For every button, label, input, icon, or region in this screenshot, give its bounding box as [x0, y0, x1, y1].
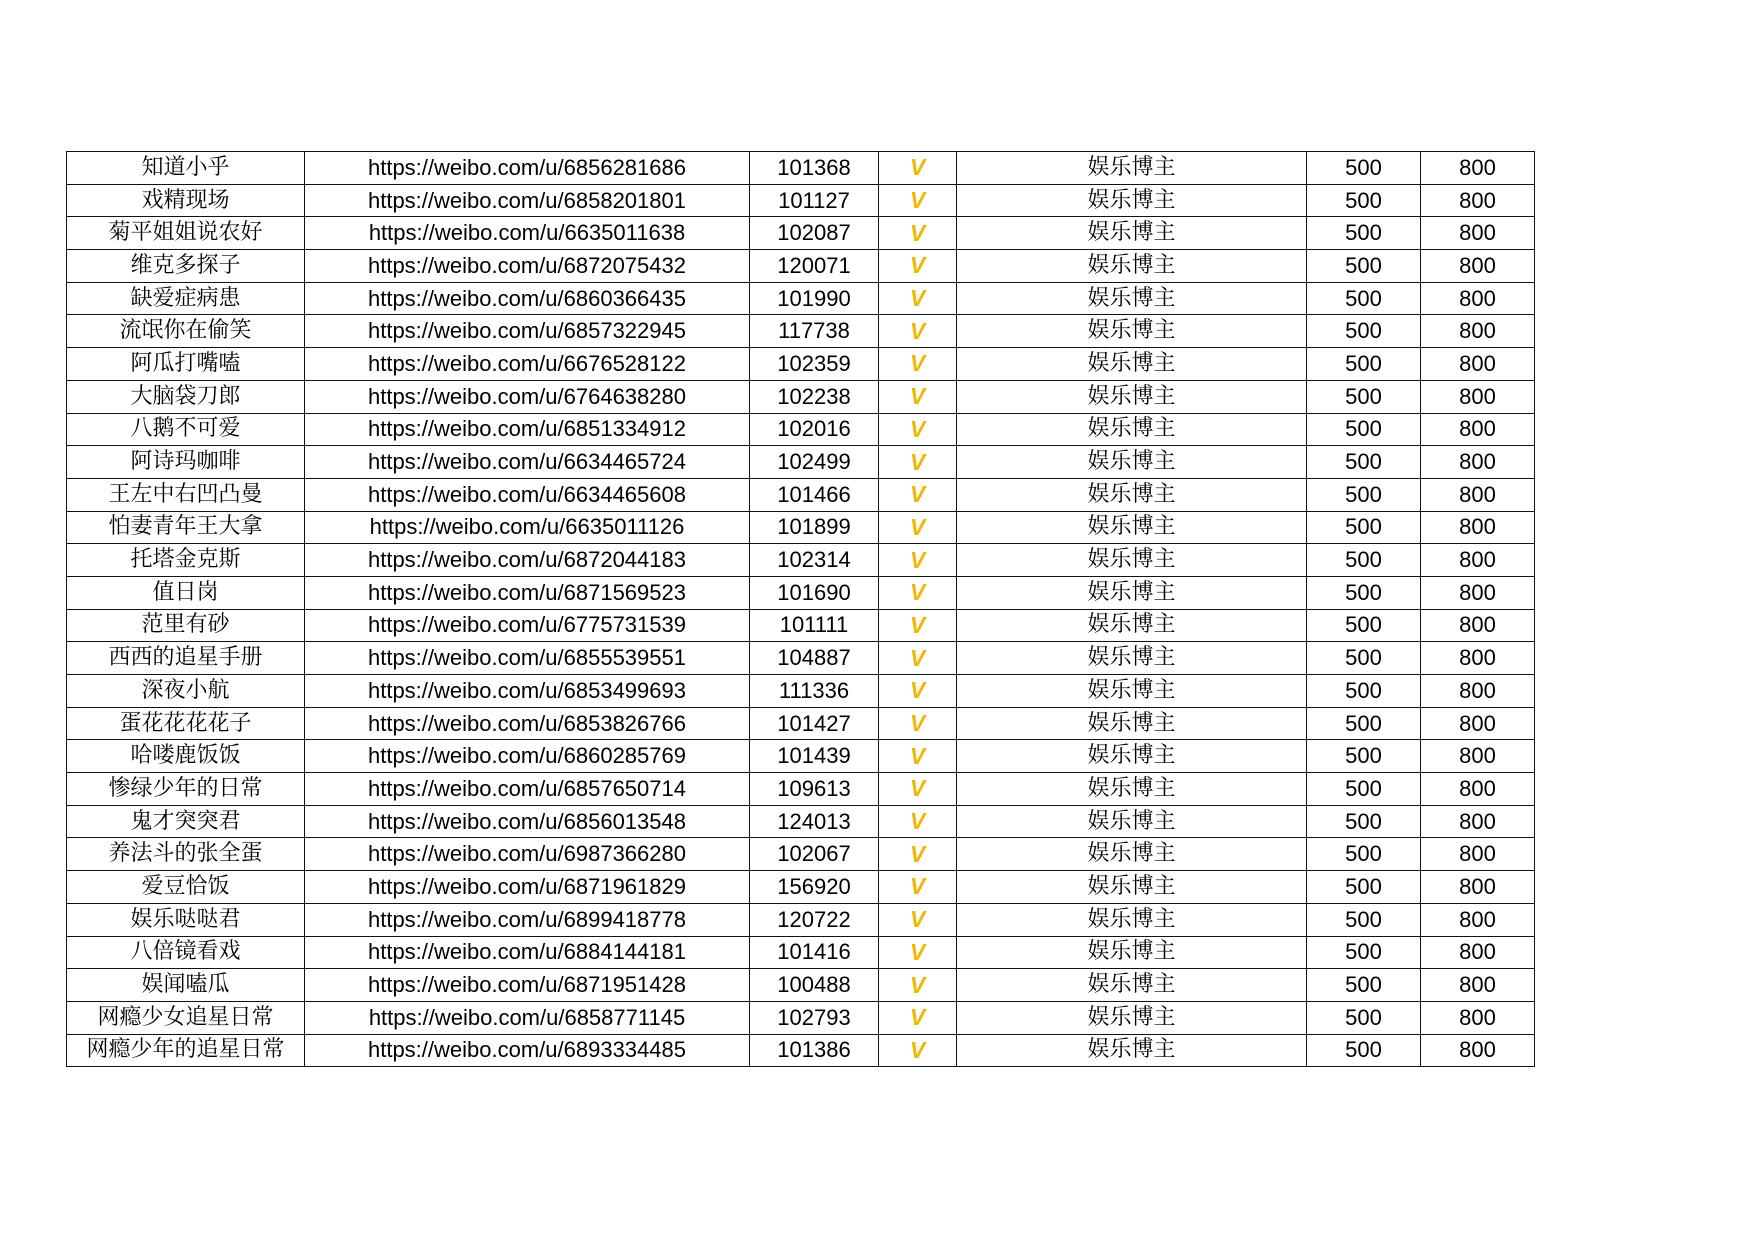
- verified-v-icon: V: [879, 446, 957, 479]
- account-number-cell: 104887: [750, 642, 879, 675]
- account-number-cell: 102793: [750, 1001, 879, 1034]
- verified-v-icon: V: [879, 838, 957, 871]
- price-cell-1: 500: [1307, 740, 1421, 773]
- profile-url-cell[interactable]: https://weibo.com/u/6858201801: [305, 184, 750, 217]
- table-row: [67, 805, 1535, 838]
- table-row: [67, 152, 1535, 185]
- profile-url-cell[interactable]: https://weibo.com/u/6871961829: [305, 871, 750, 904]
- price-cell-1: 500: [1307, 1034, 1421, 1067]
- profile-url-cell[interactable]: https://weibo.com/u/6856281686: [305, 152, 750, 185]
- account-name-cell: 阿瓜打嘴嗑: [67, 348, 305, 381]
- table-body: [67, 152, 1535, 1067]
- account-name-cell: 怕妻青年王大拿: [67, 511, 305, 544]
- verified-v-icon: V: [879, 413, 957, 446]
- price-cell-1: 500: [1307, 903, 1421, 936]
- profile-url-cell[interactable]: https://weibo.com/u/6872075432: [305, 250, 750, 283]
- category-cell: 娱乐博主: [957, 446, 1307, 479]
- price-cell-2: 800: [1421, 544, 1535, 577]
- price-cell-1: 500: [1307, 348, 1421, 381]
- price-cell-2: 800: [1421, 511, 1535, 544]
- category-cell: 娱乐博主: [957, 282, 1307, 315]
- price-cell-1: 500: [1307, 805, 1421, 838]
- price-cell-1: 500: [1307, 250, 1421, 283]
- table-row: [67, 838, 1535, 871]
- profile-url-cell[interactable]: https://weibo.com/u/6899418778: [305, 903, 750, 936]
- table-row: [67, 380, 1535, 413]
- profile-url-cell[interactable]: https://weibo.com/u/6884144181: [305, 936, 750, 969]
- verified-v-icon: V: [879, 217, 957, 250]
- price-cell-2: 800: [1421, 903, 1535, 936]
- verified-v-icon: V: [879, 773, 957, 806]
- table-row: [67, 478, 1535, 511]
- price-cell-2: 800: [1421, 1001, 1535, 1034]
- profile-url-cell[interactable]: https://weibo.com/u/6634465608: [305, 478, 750, 511]
- table-row: [67, 315, 1535, 348]
- category-cell: 娱乐博主: [957, 348, 1307, 381]
- verified-v-icon: V: [879, 675, 957, 708]
- account-name-cell: 西西的追星手册: [67, 642, 305, 675]
- category-cell: 娱乐博主: [957, 152, 1307, 185]
- category-cell: 娱乐博主: [957, 805, 1307, 838]
- category-cell: 娱乐博主: [957, 250, 1307, 283]
- profile-url-cell[interactable]: https://weibo.com/u/6855539551: [305, 642, 750, 675]
- account-number-cell: 102087: [750, 217, 879, 250]
- table-row: [67, 511, 1535, 544]
- price-cell-1: 500: [1307, 609, 1421, 642]
- account-number-cell: 102238: [750, 380, 879, 413]
- verified-v-icon: V: [879, 348, 957, 381]
- account-name-cell: 娱乐哒哒君: [67, 903, 305, 936]
- category-cell: 娱乐博主: [957, 478, 1307, 511]
- profile-url-cell[interactable]: https://weibo.com/u/6871569523: [305, 576, 750, 609]
- table-row: [67, 413, 1535, 446]
- category-cell: 娱乐博主: [957, 217, 1307, 250]
- account-name-cell: 网瘾少年的追星日常: [67, 1034, 305, 1067]
- account-name-cell: 缺爱症病患: [67, 282, 305, 315]
- account-number-cell: 101427: [750, 707, 879, 740]
- price-cell-2: 800: [1421, 315, 1535, 348]
- price-cell-2: 800: [1421, 675, 1535, 708]
- account-number-cell: 117738: [750, 315, 879, 348]
- profile-url-cell[interactable]: https://weibo.com/u/6893334485: [305, 1034, 750, 1067]
- category-cell: 娱乐博主: [957, 413, 1307, 446]
- account-number-cell: 101990: [750, 282, 879, 315]
- verified-v-icon: V: [879, 969, 957, 1002]
- profile-url-cell[interactable]: https://weibo.com/u/6857650714: [305, 773, 750, 806]
- price-cell-1: 500: [1307, 1001, 1421, 1034]
- account-name-cell: 阿诗玛咖啡: [67, 446, 305, 479]
- price-cell-1: 500: [1307, 413, 1421, 446]
- price-cell-1: 500: [1307, 282, 1421, 315]
- table-row: [67, 675, 1535, 708]
- verified-v-icon: V: [879, 282, 957, 315]
- profile-url-cell[interactable]: https://weibo.com/u/6676528122: [305, 348, 750, 381]
- account-name-cell: 蛋花花花花子: [67, 707, 305, 740]
- account-number-cell: 101368: [750, 152, 879, 185]
- table-row: [67, 446, 1535, 479]
- price-cell-1: 500: [1307, 773, 1421, 806]
- verified-v-icon: V: [879, 152, 957, 185]
- profile-url-cell[interactable]: https://weibo.com/u/6635011638: [305, 217, 750, 250]
- price-cell-2: 800: [1421, 152, 1535, 185]
- table-row: [67, 544, 1535, 577]
- account-number-cell: 101416: [750, 936, 879, 969]
- category-cell: 娱乐博主: [957, 576, 1307, 609]
- table-row: [67, 969, 1535, 1002]
- category-cell: 娱乐博主: [957, 936, 1307, 969]
- table-row: [67, 348, 1535, 381]
- account-name-cell: 惨绿少年的日常: [67, 773, 305, 806]
- verified-v-icon: V: [879, 1034, 957, 1067]
- price-cell-2: 800: [1421, 609, 1535, 642]
- price-cell-1: 500: [1307, 576, 1421, 609]
- profile-url-cell[interactable]: https://weibo.com/u/6858771145: [305, 1001, 750, 1034]
- price-cell-1: 500: [1307, 838, 1421, 871]
- account-number-cell: 102314: [750, 544, 879, 577]
- profile-url-cell[interactable]: https://weibo.com/u/6860285769: [305, 740, 750, 773]
- account-name-cell: 知道小乎: [67, 152, 305, 185]
- price-cell-1: 500: [1307, 969, 1421, 1002]
- table-row: [67, 1001, 1535, 1034]
- verified-v-icon: V: [879, 707, 957, 740]
- verified-v-icon: V: [879, 250, 957, 283]
- account-number-cell: 120071: [750, 250, 879, 283]
- table-row: [67, 250, 1535, 283]
- account-name-cell: 深夜小航: [67, 675, 305, 708]
- account-name-cell: 哈喽鹿饭饭: [67, 740, 305, 773]
- account-number-cell: 102067: [750, 838, 879, 871]
- profile-url-cell[interactable]: https://weibo.com/u/6853499693: [305, 675, 750, 708]
- account-number-cell: 109613: [750, 773, 879, 806]
- profile-url-cell[interactable]: https://weibo.com/u/6851334912: [305, 413, 750, 446]
- account-number-cell: 101899: [750, 511, 879, 544]
- account-number-cell: 102499: [750, 446, 879, 479]
- price-cell-2: 800: [1421, 380, 1535, 413]
- category-cell: 娱乐博主: [957, 1034, 1307, 1067]
- profile-url-cell[interactable]: https://weibo.com/u/6634465724: [305, 446, 750, 479]
- price-cell-2: 800: [1421, 250, 1535, 283]
- profile-url-cell[interactable]: https://weibo.com/u/6872044183: [305, 544, 750, 577]
- price-cell-1: 500: [1307, 478, 1421, 511]
- price-cell-2: 800: [1421, 936, 1535, 969]
- weibo-accounts-table: [66, 151, 1535, 1067]
- price-cell-2: 800: [1421, 348, 1535, 381]
- profile-url-cell[interactable]: https://weibo.com/u/6635011126: [305, 511, 750, 544]
- category-cell: 娱乐博主: [957, 969, 1307, 1002]
- table-row: [67, 642, 1535, 675]
- price-cell-2: 800: [1421, 576, 1535, 609]
- table-row: [67, 184, 1535, 217]
- account-number-cell: 101386: [750, 1034, 879, 1067]
- verified-v-icon: V: [879, 184, 957, 217]
- account-name-cell: 维克多探子: [67, 250, 305, 283]
- table-row: [67, 609, 1535, 642]
- account-number-cell: 101111: [750, 609, 879, 642]
- category-cell: 娱乐博主: [957, 609, 1307, 642]
- verified-v-icon: V: [879, 1001, 957, 1034]
- account-number-cell: 124013: [750, 805, 879, 838]
- category-cell: 娱乐博主: [957, 642, 1307, 675]
- verified-v-icon: V: [879, 380, 957, 413]
- price-cell-2: 800: [1421, 478, 1535, 511]
- account-name-cell: 网瘾少女追星日常: [67, 1001, 305, 1034]
- account-number-cell: 101466: [750, 478, 879, 511]
- profile-url-cell[interactable]: https://weibo.com/u/6775731539: [305, 609, 750, 642]
- price-cell-1: 500: [1307, 675, 1421, 708]
- account-name-cell: 王左中右凹凸曼: [67, 478, 305, 511]
- account-name-cell: 范里有砂: [67, 609, 305, 642]
- price-cell-2: 800: [1421, 1034, 1535, 1067]
- verified-v-icon: V: [879, 805, 957, 838]
- price-cell-1: 500: [1307, 152, 1421, 185]
- account-name-cell: 养法斗的张全蛋: [67, 838, 305, 871]
- category-cell: 娱乐博主: [957, 838, 1307, 871]
- category-cell: 娱乐博主: [957, 315, 1307, 348]
- category-cell: 娱乐博主: [957, 773, 1307, 806]
- price-cell-2: 800: [1421, 740, 1535, 773]
- profile-url-cell[interactable]: https://weibo.com/u/6871951428: [305, 969, 750, 1002]
- price-cell-2: 800: [1421, 773, 1535, 806]
- price-cell-1: 500: [1307, 380, 1421, 413]
- account-number-cell: 100488: [750, 969, 879, 1002]
- price-cell-2: 800: [1421, 969, 1535, 1002]
- account-name-cell: 托塔金克斯: [67, 544, 305, 577]
- account-number-cell: 101439: [750, 740, 879, 773]
- category-cell: 娱乐博主: [957, 675, 1307, 708]
- table-row: [67, 936, 1535, 969]
- profile-url-cell[interactable]: https://weibo.com/u/6856013548: [305, 805, 750, 838]
- price-cell-2: 800: [1421, 707, 1535, 740]
- verified-v-icon: V: [879, 511, 957, 544]
- account-name-cell: 爱豆恰饭: [67, 871, 305, 904]
- price-cell-1: 500: [1307, 217, 1421, 250]
- category-cell: 娱乐博主: [957, 380, 1307, 413]
- price-cell-2: 800: [1421, 184, 1535, 217]
- category-cell: 娱乐博主: [957, 1001, 1307, 1034]
- profile-url-cell[interactable]: https://weibo.com/u/6853826766: [305, 707, 750, 740]
- table-row: [67, 903, 1535, 936]
- price-cell-2: 800: [1421, 282, 1535, 315]
- account-name-cell: 八倍镜看戏: [67, 936, 305, 969]
- verified-v-icon: V: [879, 642, 957, 675]
- category-cell: 娱乐博主: [957, 511, 1307, 544]
- account-number-cell: 111336: [750, 675, 879, 708]
- price-cell-2: 800: [1421, 871, 1535, 904]
- account-name-cell: 鬼才突突君: [67, 805, 305, 838]
- price-cell-2: 800: [1421, 805, 1535, 838]
- price-cell-1: 500: [1307, 871, 1421, 904]
- category-cell: 娱乐博主: [957, 707, 1307, 740]
- table-row: [67, 773, 1535, 806]
- category-cell: 娱乐博主: [957, 740, 1307, 773]
- table-row: [67, 282, 1535, 315]
- verified-v-icon: V: [879, 609, 957, 642]
- category-cell: 娱乐博主: [957, 903, 1307, 936]
- verified-v-icon: V: [879, 576, 957, 609]
- price-cell-1: 500: [1307, 544, 1421, 577]
- verified-v-icon: V: [879, 544, 957, 577]
- profile-url-cell[interactable]: https://weibo.com/u/6987366280: [305, 838, 750, 871]
- price-cell-2: 800: [1421, 642, 1535, 675]
- table-row: [67, 707, 1535, 740]
- account-name-cell: 大脑袋刀郎: [67, 380, 305, 413]
- profile-url-cell[interactable]: https://weibo.com/u/6857322945: [305, 315, 750, 348]
- table-row: [67, 871, 1535, 904]
- account-number-cell: 120722: [750, 903, 879, 936]
- account-name-cell: 流氓你在偷笑: [67, 315, 305, 348]
- table-row: [67, 740, 1535, 773]
- verified-v-icon: V: [879, 936, 957, 969]
- account-name-cell: 值日岗: [67, 576, 305, 609]
- account-name-cell: 菊平姐姐说农好: [67, 217, 305, 250]
- price-cell-1: 500: [1307, 446, 1421, 479]
- price-cell-1: 500: [1307, 315, 1421, 348]
- price-cell-2: 800: [1421, 413, 1535, 446]
- account-number-cell: 101127: [750, 184, 879, 217]
- account-name-cell: 戏精现场: [67, 184, 305, 217]
- price-cell-2: 800: [1421, 838, 1535, 871]
- profile-url-cell[interactable]: https://weibo.com/u/6860366435: [305, 282, 750, 315]
- table-row: [67, 217, 1535, 250]
- price-cell-1: 500: [1307, 184, 1421, 217]
- price-cell-1: 500: [1307, 707, 1421, 740]
- profile-url-cell[interactable]: https://weibo.com/u/6764638280: [305, 380, 750, 413]
- category-cell: 娱乐博主: [957, 184, 1307, 217]
- price-cell-1: 500: [1307, 511, 1421, 544]
- category-cell: 娱乐博主: [957, 871, 1307, 904]
- price-cell-1: 500: [1307, 936, 1421, 969]
- price-cell-2: 800: [1421, 446, 1535, 479]
- verified-v-icon: V: [879, 871, 957, 904]
- account-number-cell: 156920: [750, 871, 879, 904]
- account-name-cell: 八鹅不可爱: [67, 413, 305, 446]
- price-cell-1: 500: [1307, 642, 1421, 675]
- verified-v-icon: V: [879, 740, 957, 773]
- category-cell: 娱乐博主: [957, 544, 1307, 577]
- verified-v-icon: V: [879, 478, 957, 511]
- verified-v-icon: V: [879, 903, 957, 936]
- table-row: [67, 1034, 1535, 1067]
- price-cell-2: 800: [1421, 217, 1535, 250]
- account-number-cell: 101690: [750, 576, 879, 609]
- table-row: [67, 576, 1535, 609]
- account-name-cell: 娱闻嗑瓜: [67, 969, 305, 1002]
- verified-v-icon: V: [879, 315, 957, 348]
- account-number-cell: 102359: [750, 348, 879, 381]
- account-number-cell: 102016: [750, 413, 879, 446]
